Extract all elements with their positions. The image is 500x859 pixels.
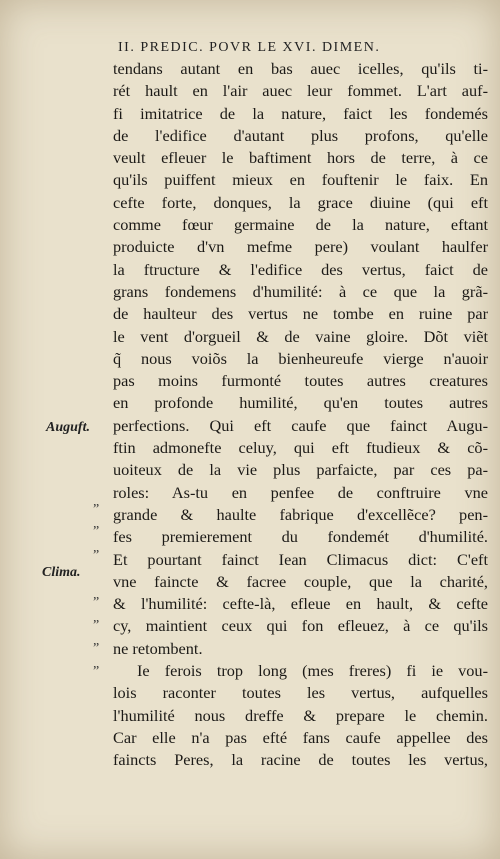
text-line: faincts Peres, la racine de toutes les vertus, — [113, 750, 488, 770]
quotation-mark: ” — [93, 618, 100, 633]
text-line: tendans autant en bas auec icelles, qu'ils ti- — [113, 59, 488, 78]
text-line: uoiteux de la vie plus parfaicte, par ces pa- — [113, 460, 488, 480]
text-line: fi imitatrice de la nature, faict les fondemés — [113, 103, 488, 123]
paragraph-start: Ie ferois trop long (mes freres) fi ie vou- — [137, 661, 488, 681]
text-line: cy, maintient ceux qui fon efleuez, à ce qu'ils — [113, 616, 488, 636]
text-line: & l'humilité: cefte-là, efleue en hault, & cefte — [113, 594, 488, 614]
quotation-mark: ” — [93, 548, 100, 563]
margin-note-augustin: Auguft. — [46, 420, 90, 435]
text-line: fes premierement du fondemét d'humilité. — [113, 527, 488, 547]
text-line: de haulteur des vertus ne tombe en ruine par — [113, 304, 488, 324]
quotation-mark: ” — [93, 595, 100, 610]
text-line: roles: As-tu en penfee de conftruire vne — [113, 482, 488, 502]
text-line: le vent d'orgueil & de vaine gloire. Dõt viẽt — [113, 326, 488, 346]
text-line: veult efleuer le baftiment hors de terre, à ce — [113, 148, 488, 168]
text-line: produicte d'vn mefme pere) voulant haulfer — [113, 237, 488, 257]
text-line: cefte forte, donques, la grace diuine (qui eft — [113, 192, 488, 212]
text-line: Et pourtant fainct Iean Climacus dict: C'eft — [113, 549, 488, 569]
text-line: de l'edifice d'autant plus profons, qu'elle — [113, 125, 488, 145]
margin-note-climacus: Clima. — [42, 565, 81, 580]
text-line: lois raconter toutes les vertus, aufquelles — [113, 683, 488, 703]
text-line: q̃ nous voiõs la bienheureufe vierge n'auoir — [113, 348, 488, 368]
text-line: ftin admonefte celuy, qui eft ftudieux & cõ- — [113, 438, 488, 458]
text-line: comme fœur germaine de la nature, eftant — [113, 215, 488, 235]
text-line: vne faincte & facree couple, que la charité, — [113, 571, 488, 591]
text-line: grande & haulte fabrique d'excellẽce? pen- — [113, 504, 488, 524]
quotation-mark: ” — [93, 524, 100, 539]
running-head: II. PREDIC. POVR LE XVI. DIMEN. — [118, 40, 381, 55]
text-line: grans fondemens d'humilité: à ce que la grã- — [113, 281, 488, 301]
text-line: pas moins furmonté toutes autres creatures — [113, 371, 488, 391]
body-text — [113, 58, 488, 772]
text-line: rét hault en l'air auec leur fommet. L'art auf- — [113, 81, 488, 101]
text-line: en profonde humilité, qu'en toutes autres — [113, 393, 488, 413]
text-line: qu'ils puiffent mieux en fouftenir le faix. En — [113, 170, 488, 190]
text-line: perfections. Qui eft caufe que fainct Augu- — [113, 415, 488, 435]
text-line: ne retombent. — [113, 638, 203, 658]
quotation-mark: ” — [93, 502, 100, 517]
text-line: l'humilité nous dreffe & prepare le chemin. — [113, 705, 488, 725]
text-line: Car elle n'a pas efté fans caufe appellee des — [113, 727, 488, 747]
text-line: la ftructure & l'edifice des vertus, faict de — [113, 259, 488, 279]
quotation-mark: ” — [93, 664, 100, 679]
quotation-mark: ” — [93, 641, 100, 656]
